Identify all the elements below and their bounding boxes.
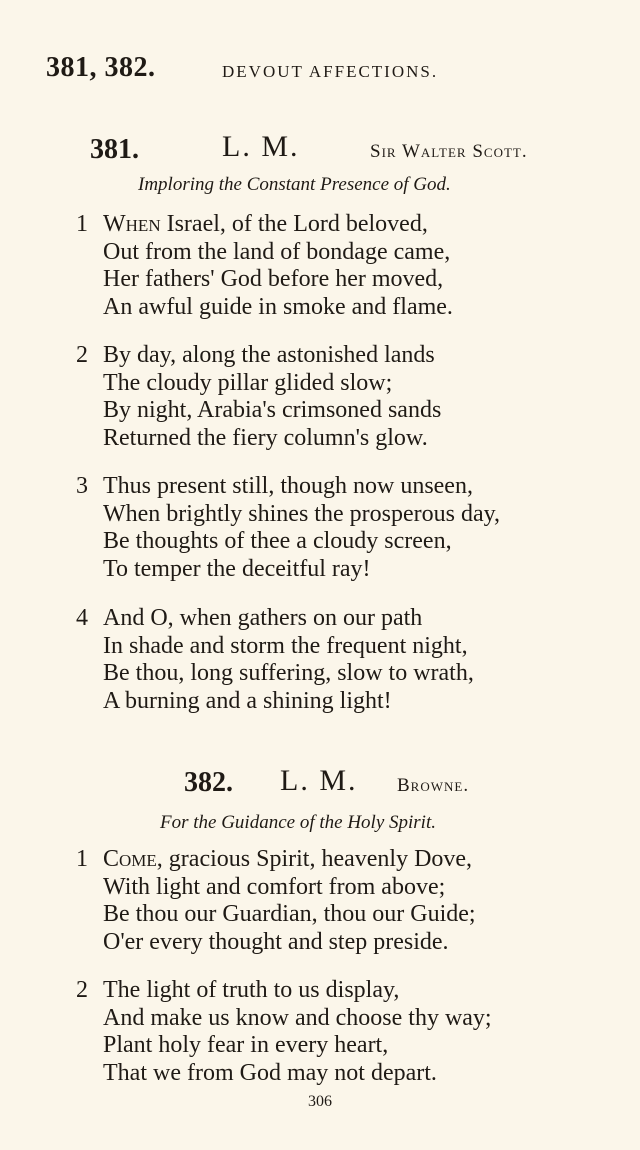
verse-line: Be thoughts of thee a cloudy screen,: [103, 528, 452, 554]
hymn-382-meter: L. M.: [280, 764, 358, 797]
verse-line: Her fathers' God before her moved,: [103, 266, 444, 292]
verse-line: O'er every thought and step preside.: [103, 928, 449, 955]
verse-line: By night, Arabia's crimsoned sands: [103, 397, 442, 423]
verse-line: An awful guide in smoke and flame.: [103, 293, 453, 320]
verse-line: When brightly shines the prosperous day,: [103, 500, 501, 527]
hymn-382-number: 382.: [184, 767, 233, 798]
stanza-number: 2: [76, 342, 88, 368]
stanza-number: 2: [76, 977, 88, 1003]
hymn-381-stanza-4: [76, 605, 474, 715]
verse-line: And O, when gathers on our path: [103, 605, 423, 631]
verse-line: Be thou our Guardian, thou our Guide;: [103, 901, 476, 927]
hymn-381-stanza-3: [76, 473, 500, 583]
first-word: When: [103, 211, 161, 237]
hymn-381-meter: L. M.: [222, 130, 300, 163]
running-hymn-numbers: 381, 382.: [46, 52, 156, 83]
hymn-382-author: Browne.: [397, 775, 470, 796]
hymn-382-stanza-2: [76, 977, 492, 1087]
verse-line: A burning and a shining light!: [103, 687, 392, 714]
verse-line: The cloudy pillar glided slow;: [103, 369, 393, 396]
stanza-number: 4: [76, 605, 88, 631]
stanza-number: 1: [76, 846, 88, 872]
hymn-381-stanza-1: [76, 211, 453, 321]
stanza-number: 3: [76, 473, 88, 499]
hymn-381-subtitle: Imploring the Constant Presence of God.: [138, 174, 451, 195]
verse-line: Be thou, long suffering, slow to wrath,: [103, 660, 474, 686]
verse-line: That we from God may not depart.: [103, 1059, 437, 1086]
hymn-381-number: 381.: [90, 134, 139, 165]
verse-line: Israel, of the Lord beloved,: [160, 211, 428, 237]
verse-line: By day, along the astonished lands: [103, 342, 435, 368]
running-title: DEVOUT AFFECTIONS.: [222, 62, 439, 81]
verse-line: And make us know and choose thy way;: [103, 1004, 492, 1031]
verse-line: Out from the land of bondage came,: [103, 238, 451, 265]
verse-line: , gracious Spirit, heavenly Dove,: [156, 846, 473, 872]
hymn-382-stanza-1: [76, 846, 476, 956]
verse-line: Returned the fiery column's glow.: [103, 424, 428, 451]
stanza-number: 1: [76, 211, 88, 237]
verse-line: The light of truth to us display,: [103, 977, 400, 1003]
verse-line: In shade and storm the frequent night,: [103, 632, 468, 659]
verse-line: With light and comfort from above;: [103, 873, 446, 900]
hymn-381-stanza-2: [76, 342, 441, 452]
hymn-382-subtitle: For the Guidance of the Holy Spirit.: [160, 812, 436, 833]
hymn-381-author: Sir Walter Scott.: [370, 141, 528, 162]
verse-line: Plant holy fear in every heart,: [103, 1032, 389, 1058]
first-word: Come: [103, 846, 157, 872]
verse-line: Thus present still, though now unseen,: [103, 473, 473, 499]
page-number: 306: [308, 1093, 332, 1110]
verse-line: To temper the deceitful ray!: [103, 555, 371, 582]
